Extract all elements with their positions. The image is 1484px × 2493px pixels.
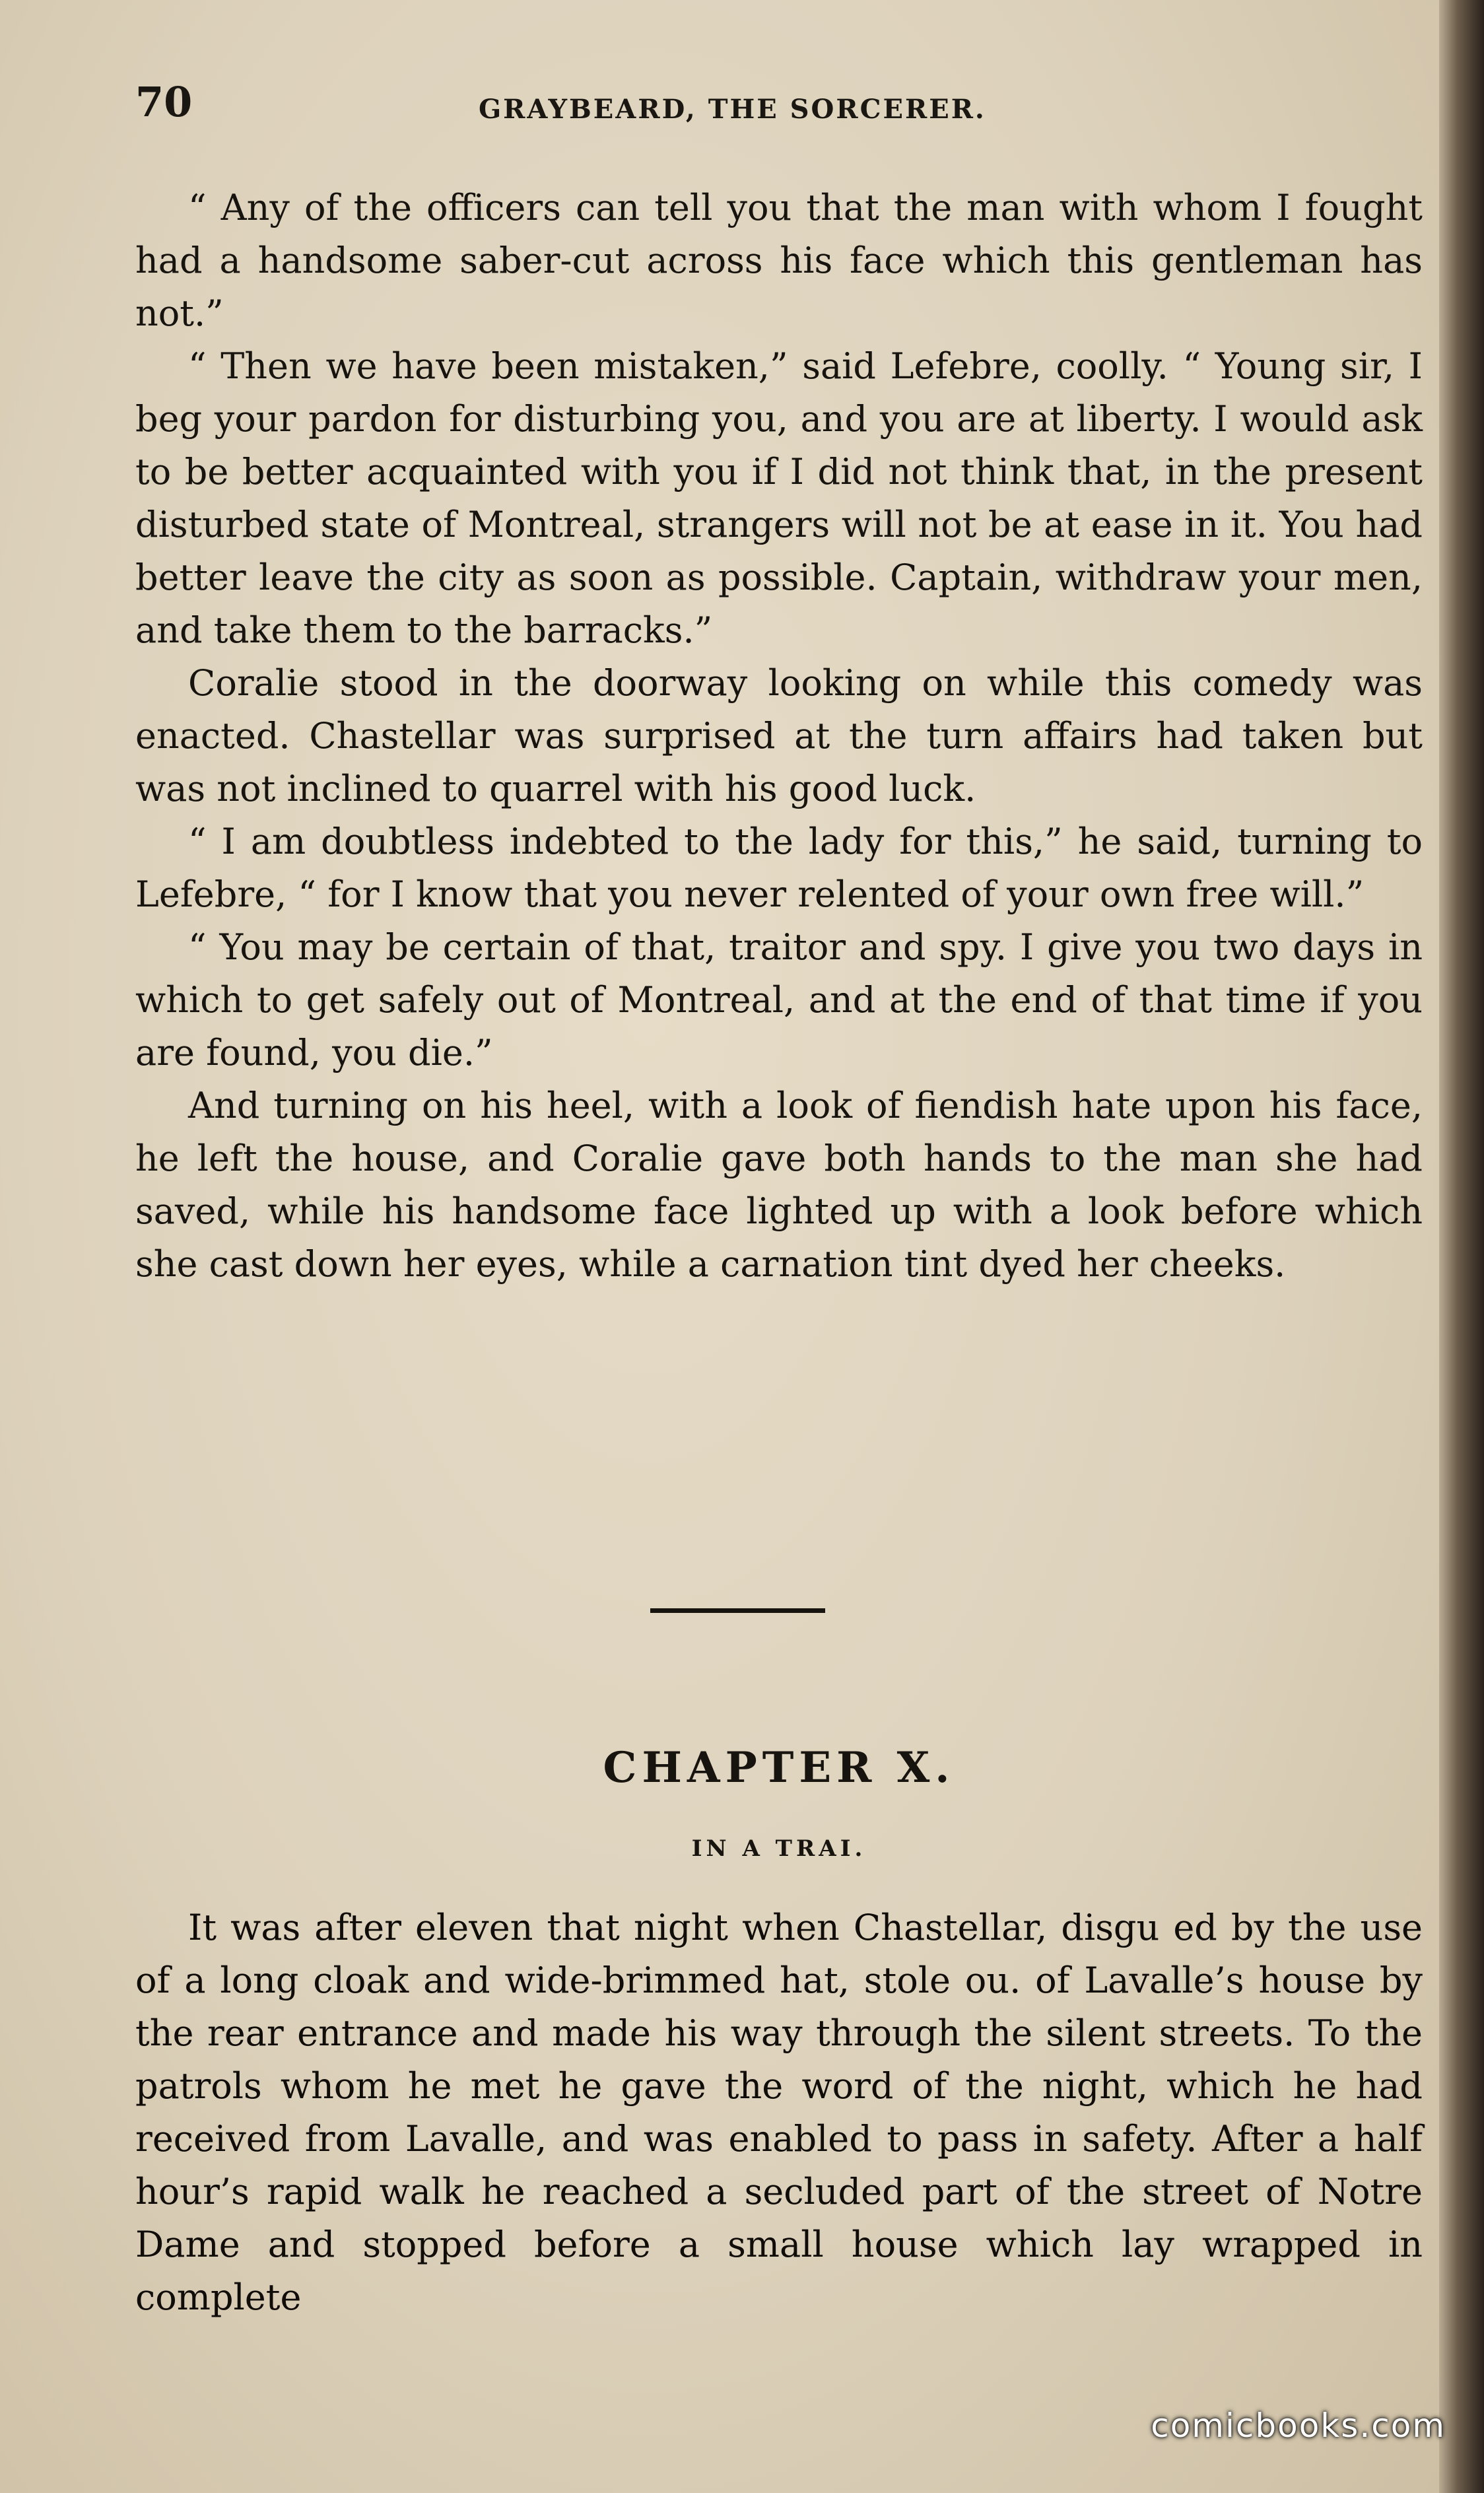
page-number: 70 bbox=[135, 78, 193, 126]
paragraph: “ Any of the officers can tell you that the man with whom I fought had a handsome saber-cut across his face which this gentleman has not.” bbox=[135, 187, 1423, 334]
section-divider bbox=[650, 1608, 825, 1613]
chapter-body-text bbox=[135, 1901, 1423, 2324]
paragraph: And turning on his heel, with a look of fiendish hate upon his face, he left the house, and Coralie gave both hands to the man she had saved, while his handsome face lighted up with a look before which she cast down her eyes, while a carnation tint dyed her cheeks. bbox=[135, 1085, 1423, 1285]
page-header bbox=[135, 78, 1423, 144]
page-edge-shadow bbox=[1439, 0, 1484, 2493]
paragraph: Coralie stood in the doorway looking on while this comedy was enacted. Chastellar was surprised at the turn affairs had taken but was not inclined to quarrel with his good luck. bbox=[135, 662, 1423, 809]
watermark: comicbooks.com bbox=[1151, 2407, 1446, 2445]
paragraph: “ You may be certain of that, traitor and spy. I give you two days in which to get safely out of Montreal, and at the end of that time if you are found, you die.” bbox=[135, 926, 1423, 1074]
chapter-heading: CHAPTER X. bbox=[603, 1743, 955, 1793]
paragraph: It was after eleven that night when Chastellar, disgu ed by the use of a long cloak and wide-brimmed hat, stole ou. of Lavalle’s house by the rear entrance and made his way through the silent streets. To the patrols whom he met he gave the word of the night, which he had received from Lavalle, and was enabled to pass in safety. After a half hour’s rapid walk he reached a secluded part of the street of Notre Dame and stopped before a small house which lay wrapped in complete bbox=[135, 1907, 1423, 2318]
running-title: GRAYBEARD, THE SORCERER. bbox=[479, 94, 986, 125]
paragraph: “ Then we have been mistaken,” said Lefebre, coolly. “ Young sir, I beg your pardon for disturbing you, and you are at liberty. I would ask to be better acquainted with you if I did not think that, in the present disturbed state of Montreal, strangers will not be at ease in it. You had better leave the city as soon as possible. Captain, withdraw your men, and take them to the barracks.” bbox=[135, 345, 1423, 651]
chapter-subtitle: IN A TRAI. bbox=[691, 1835, 867, 1862]
paragraph: “ I am doubtless indebted to the lady for this,” he said, turning to Lefebre, “ for I know that you never relented of your own free will.” bbox=[135, 821, 1423, 915]
body-text bbox=[135, 182, 1423, 1291]
